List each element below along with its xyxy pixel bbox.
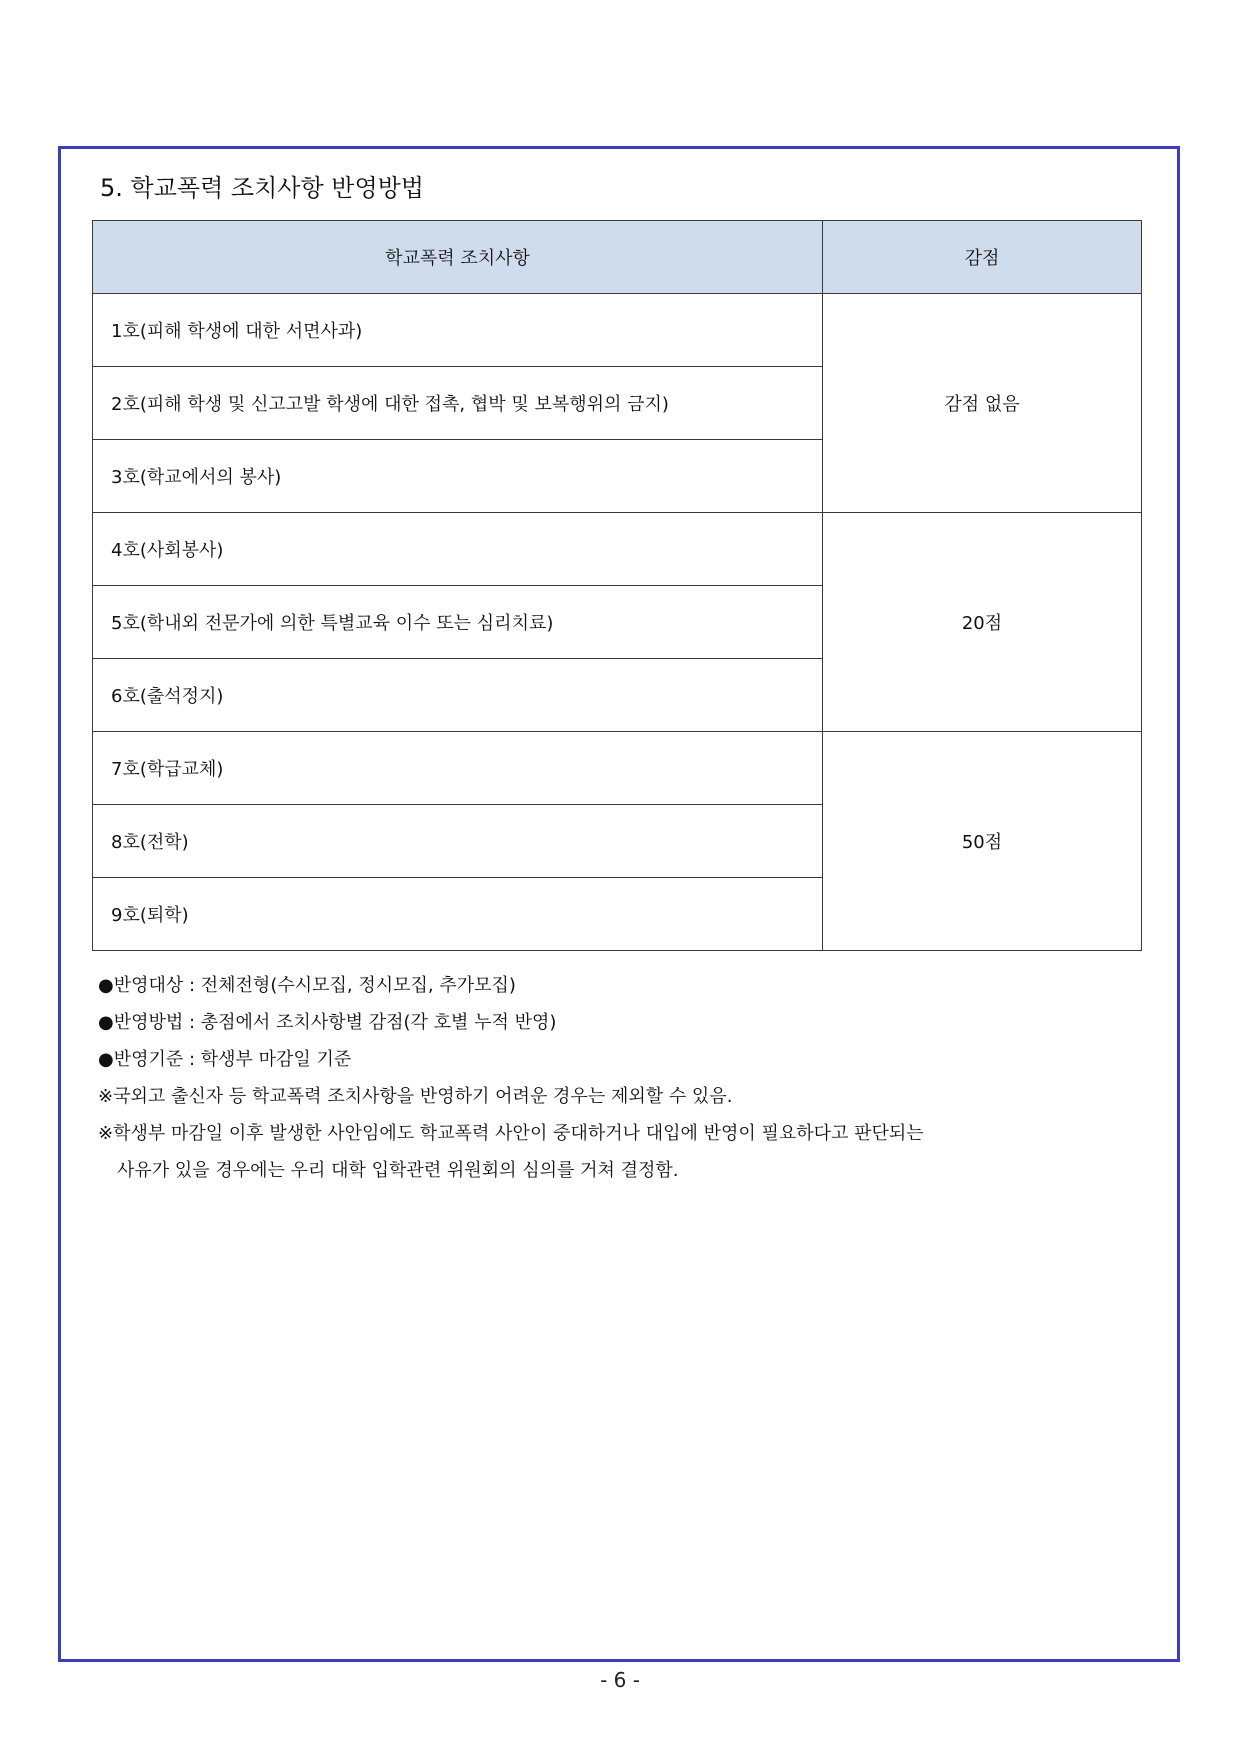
note-exception: ※국외고 출신자 등 학교폭력 조치사항을 반영하기 어려운 경우는 제외할 수 있음. [98, 1086, 733, 1107]
measure-cell: 2호(피해 학생 및 신고고발 학생에 대한 접촉, 협박 및 보복행위의 금지) [93, 367, 823, 440]
table-row [93, 732, 1142, 805]
note-committee-continued: 사유가 있을 경우에는 우리 대학 입학관련 위원회의 심의를 거쳐 결정함. [117, 1160, 679, 1181]
deduction-cell: 감점 없음 [823, 294, 1142, 513]
measure-cell: 7호(학급교체) [93, 732, 823, 805]
measure-cell: 4호(사회봉사) [93, 513, 823, 586]
note-committee: ※학생부 마감일 이후 발생한 사안임에도 학교폭력 사안이 중대하거나 대입에 반영이 필요하다고 판단되는 [98, 1123, 924, 1144]
deduction-cell: 20점 [823, 513, 1142, 732]
note-method: ●반영방법 : 총점에서 조치사항별 감점(각 호별 누적 반영) [98, 1012, 557, 1033]
notes-block [98, 967, 1168, 1189]
header-deduction: 감점 [823, 221, 1142, 294]
violation-measures-table [92, 220, 1142, 951]
table-row [93, 513, 1142, 586]
table-header-row [93, 221, 1142, 294]
measure-cell: 6호(출석정지) [93, 659, 823, 732]
header-measures: 학교폭력 조치사항 [93, 221, 823, 294]
measure-cell: 5호(학내외 전문가에 의한 특별교육 이수 또는 심리치료) [93, 586, 823, 659]
note-criteria: ●반영기준 : 학생부 마감일 기준 [98, 1049, 352, 1070]
page-number: - 6 - [600, 1668, 640, 1692]
note-target: ●반영대상 : 전체전형(수시모집, 정시모집, 추가모집) [98, 975, 516, 996]
measure-cell: 9호(퇴학) [93, 878, 823, 951]
measure-cell: 3호(학교에서의 봉사) [93, 440, 823, 513]
deduction-cell: 50점 [823, 732, 1142, 951]
measure-cell: 8호(전학) [93, 805, 823, 878]
section-title: 5. 학교폭력 조치사항 반영방법 [100, 174, 424, 202]
measure-cell: 1호(피해 학생에 대한 서면사과) [93, 294, 823, 367]
table-row [93, 294, 1142, 367]
